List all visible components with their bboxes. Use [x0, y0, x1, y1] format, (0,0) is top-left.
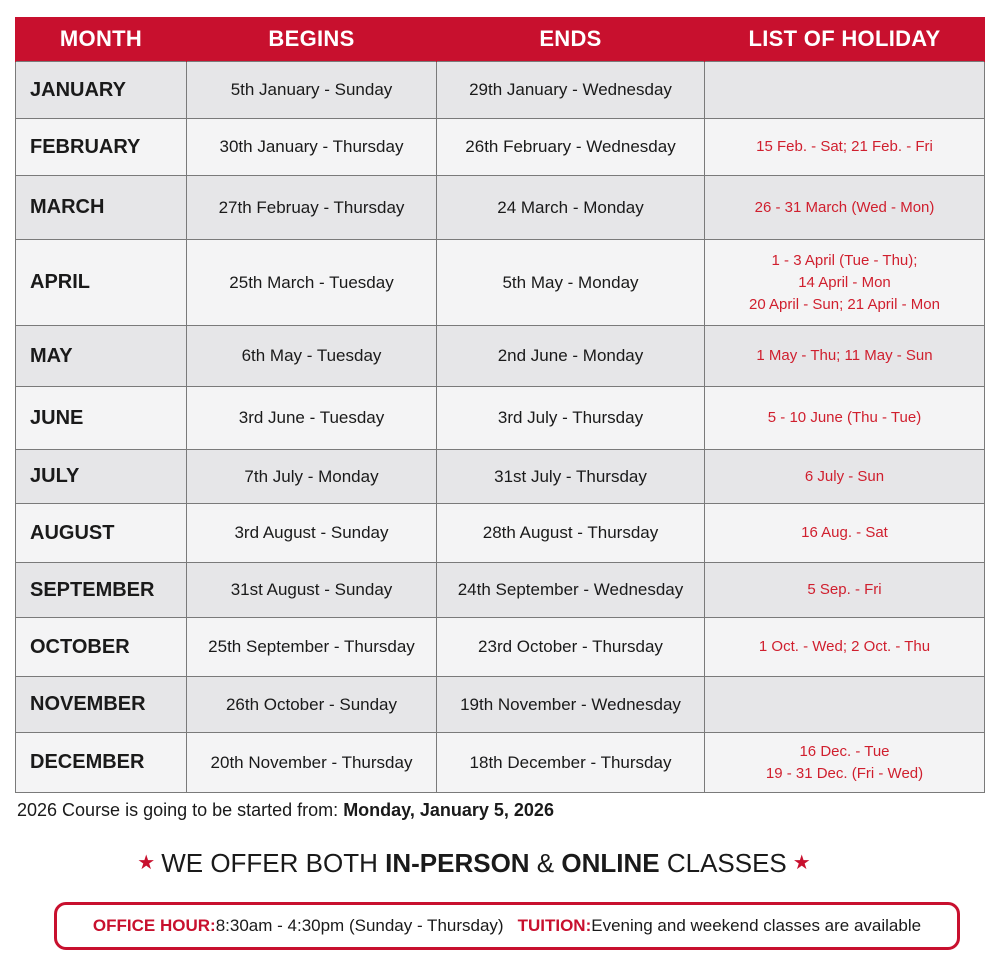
holiday-cell: [705, 618, 985, 677]
begins-cell: 25th March - Tuesday: [187, 240, 437, 326]
month-cell: DECEMBER: [16, 733, 187, 793]
table-row: [16, 326, 985, 387]
offer-text-tail: CLASSES: [659, 848, 787, 878]
holiday-cell: [705, 450, 985, 504]
holiday-cell: [705, 504, 985, 563]
ends-cell: 28th August - Thursday: [437, 504, 705, 563]
holiday-entry: 6 July - Sun: [804, 467, 885, 485]
table-row: [16, 62, 985, 119]
table-row: [16, 119, 985, 176]
holiday-entry: 1 - 3 April (Tue - Thu);: [771, 251, 918, 269]
month-cell: JUNE: [16, 387, 187, 450]
holiday-cell: [705, 733, 985, 793]
month-cell: FEBRUARY: [16, 119, 187, 176]
offer-text-lead: WE OFFER BOTH: [161, 848, 386, 878]
tuition-value: Evening and weekend classes are available: [591, 916, 922, 935]
office-info-box: [54, 902, 960, 950]
month-cell: MAY: [16, 326, 187, 387]
holiday-entry: 16 Aug. - Sat: [801, 524, 888, 541]
table-body: [16, 62, 985, 793]
offer-in-person: IN-PERSON: [385, 848, 530, 878]
month-cell: JULY: [16, 450, 187, 504]
office-hour-value: 8:30am - 4:30pm (Sunday - Thursday): [215, 916, 504, 935]
month-cell: APRIL: [16, 240, 187, 326]
holiday-entry: 19 - 31 Dec. (Fri - Wed): [765, 764, 924, 782]
table-header-row: [16, 17, 985, 62]
begins-cell: 3rd August - Sunday: [187, 504, 437, 563]
begins-cell: 26th October - Sunday: [187, 677, 437, 733]
begins-cell: 3rd June - Tuesday: [187, 387, 437, 450]
ends-cell: 18th December - Thursday: [437, 733, 705, 793]
holiday-cell: [705, 326, 985, 387]
table-row: [16, 387, 985, 450]
holiday-cell: [705, 119, 985, 176]
month-cell: NOVEMBER: [16, 677, 187, 733]
table-row: [16, 733, 985, 793]
ends-cell: 23rd October - Thursday: [437, 618, 705, 677]
header-month: MONTH: [16, 17, 187, 62]
star-icon: ★: [137, 852, 156, 874]
academic-calendar-table: [15, 17, 985, 793]
ends-cell: 3rd July - Thursday: [437, 387, 705, 450]
begins-cell: 20th November - Thursday: [187, 733, 437, 793]
holiday-entry: 5 - 10 June (Thu - Tue): [767, 409, 922, 426]
class-offer-banner: [0, 848, 948, 879]
holiday-entry: 26 - 31 March (Wed - Mon): [754, 198, 935, 216]
holiday-entry: 16 Dec. - Tue: [799, 742, 890, 760]
course-start-prefix: 2026 Course is going to be started from:: [17, 800, 344, 820]
table-row: [16, 176, 985, 240]
offer-online: ONLINE: [561, 848, 660, 878]
ends-cell: 31st July - Thursday: [437, 450, 705, 504]
begins-cell: 6th May - Tuesday: [187, 326, 437, 387]
tuition-label: TUITION:: [517, 916, 592, 935]
begins-cell: 7th July - Monday: [187, 450, 437, 504]
month-cell: SEPTEMBER: [16, 563, 187, 618]
table-row: [16, 504, 985, 563]
holiday-entry: 5 Sep. - Fri: [807, 581, 882, 598]
ends-cell: 24th September - Wednesday: [437, 563, 705, 618]
ends-cell: 26th February - Wednesday: [437, 119, 705, 176]
course-start-date: Monday, January 5, 2026: [343, 800, 554, 820]
header-ends: ENDS: [437, 17, 705, 62]
office-hour-label: OFFICE HOUR:: [92, 916, 216, 935]
holiday-cell: [705, 677, 985, 733]
begins-cell: 27th Februay - Thursday: [187, 176, 437, 240]
holiday-entry: 14 April - Mon: [798, 273, 891, 291]
header-begins: BEGINS: [187, 17, 437, 62]
begins-cell: 25th September - Thursday: [187, 618, 437, 677]
holiday-entry: 15 Feb. - Sat; 21 Feb. - Fri: [756, 138, 933, 155]
star-icon: ★: [792, 852, 811, 874]
month-cell: JANUARY: [16, 62, 187, 119]
offer-ampersand: &: [529, 848, 562, 878]
holiday-cell: [705, 176, 985, 240]
ends-cell: 24 March - Monday: [437, 176, 705, 240]
table-row: [16, 450, 985, 504]
ends-cell: 2nd June - Monday: [437, 326, 705, 387]
holiday-entry: 1 May - Thu; 11 May - Sun: [756, 347, 933, 364]
table-row: [16, 563, 985, 618]
begins-cell: 30th January - Thursday: [187, 119, 437, 176]
ends-cell: 5th May - Monday: [437, 240, 705, 326]
holiday-entry: 20 April - Sun; 21 April - Mon: [749, 295, 940, 313]
table-row: [16, 240, 985, 326]
begins-cell: 5th January - Sunday: [187, 62, 437, 119]
table-row: [16, 677, 985, 733]
ends-cell: 29th January - Wednesday: [437, 62, 705, 119]
month-cell: OCTOBER: [16, 618, 187, 677]
course-start-note: [17, 800, 554, 821]
holiday-cell: [705, 563, 985, 618]
holiday-cell: [705, 240, 985, 326]
holiday-cell: [705, 62, 985, 119]
month-cell: MARCH: [16, 176, 187, 240]
header-holidays: LIST OF HOLIDAY: [705, 17, 985, 62]
holiday-cell: [705, 387, 985, 450]
holiday-entry: 1 Oct. - Wed; 2 Oct. - Thu: [758, 638, 931, 655]
table-row: [16, 618, 985, 677]
begins-cell: 31st August - Sunday: [187, 563, 437, 618]
ends-cell: 19th November - Wednesday: [437, 677, 705, 733]
month-cell: AUGUST: [16, 504, 187, 563]
